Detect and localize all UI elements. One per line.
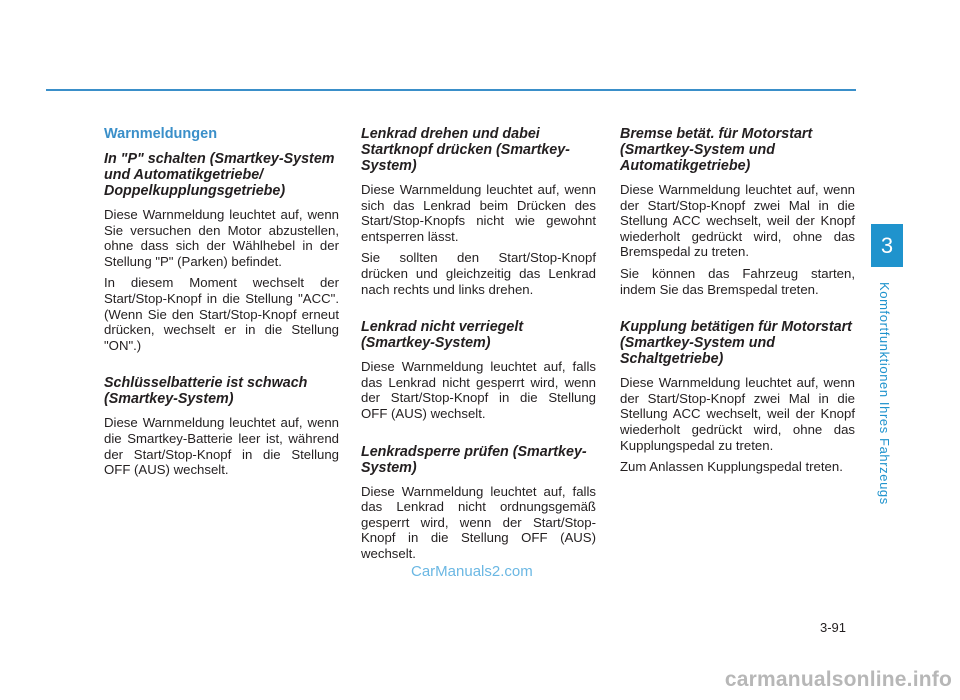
item-title: Schlüsselbatterie ist schwach (Smartkey-System) — [104, 375, 308, 408]
watermark-carmanualsonline[interactable]: carmanualsonline.info — [724, 668, 952, 691]
paragraph: In diesem Moment wechselt der Start/Stop-Knopf in die Stellung "ACC". (Wenn Sie den Start/Stop-Knopf erneut drücken, wechselt er in die Stellung "ON".) — [104, 275, 339, 353]
item-title: Lenkradsperre prüfen (Smartkey-System) — [361, 443, 587, 476]
top-rule — [46, 89, 856, 91]
paragraph: Sie können das Fahrzeug starten, indem Sie das Bremspedal treten. — [620, 265, 855, 297]
paragraph: Diese Warnmeldung leuchtet auf, wenn sich das Lenkrad beim Drücken des Start/Stop-Knopfs nicht wie gewohnt entsperren lässt. — [361, 182, 596, 244]
chapter-number: 3 — [880, 232, 894, 258]
item-title: Kupplung betätigen für Motorstart (Smartkey-System und Schaltgetriebe) — [620, 319, 852, 368]
chapter-title: Komfortfunktionen Ihres Fahrzeugs — [877, 282, 892, 505]
section-heading: Warnmeldungen — [104, 126, 218, 142]
paragraph: Sie sollten den Start/Stop-Knopf drücken und gleichzeitig das Lenkrad nach rechts und links drehen. — [361, 250, 596, 297]
watermark-carmanuals2[interactable]: CarManuals2.com — [411, 563, 533, 580]
column-2 — [361, 126, 596, 568]
item-title: Lenkrad nicht verriegelt (Smartkey-System) — [361, 319, 524, 352]
chapter-number-tab — [871, 224, 903, 267]
page-number: 3-91 — [820, 620, 847, 635]
paragraph: Diese Warnmeldung leuchtet auf, wenn der Start/Stop-Knopf zwei Mal in die Stellung ACC wechselt, weil der Knopf wiederholt gedrückt wird, ohne das Bremspedal zu treten. — [620, 182, 855, 260]
paragraph: Zum Anlassen Kupplungspedal treten. — [620, 459, 843, 475]
paragraph: Diese Warnmeldung leuchtet auf, falls das Lenkrad nicht ordnungsgemäß gesperrt wird, wenn der Start/Stop-Knopf in die Stellung OFF (AUS) wechselt. — [361, 483, 596, 561]
paragraph: Diese Warnmeldung leuchtet auf, wenn der Start/Stop-Knopf zwei Mal in die Stellung ACC wechselt, weil der Knopf wiederholt gedrückt wird, ohne das Kupplungspedal zu treten. — [620, 375, 855, 453]
item-title: In "P" schalten (Smartkey-System und Automatikgetriebe/ Doppelkupplungsgetriebe) — [104, 151, 335, 199]
column-3 — [620, 126, 855, 481]
paragraph: Diese Warnmeldung leuchtet auf, falls das Lenkrad nicht gesperrt wird, wenn der Start/Stop-Knopf in die Stellung OFF (AUS) wechselt. — [361, 359, 596, 421]
item-title: Bremse betät. für Motorstart (Smartkey-System und Automatikgetriebe) — [620, 126, 813, 174]
paragraph: Diese Warnmeldung leuchtet auf, wenn Sie versuchen den Motor abzustellen, ohne dass sich der Wählhebel in der Stellung "P" (Parken) befindet. — [104, 207, 339, 269]
item-title: Lenkrad drehen und dabei Startknopf drücken (Smartkey-System) — [361, 126, 570, 174]
column-1 — [104, 126, 339, 484]
paragraph: Diese Warnmeldung leuchtet auf, wenn die Smartkey-Batterie leer ist, während der Start/Stop-Knopf in die Stellung OFF (AUS) wechselt. — [104, 415, 339, 478]
